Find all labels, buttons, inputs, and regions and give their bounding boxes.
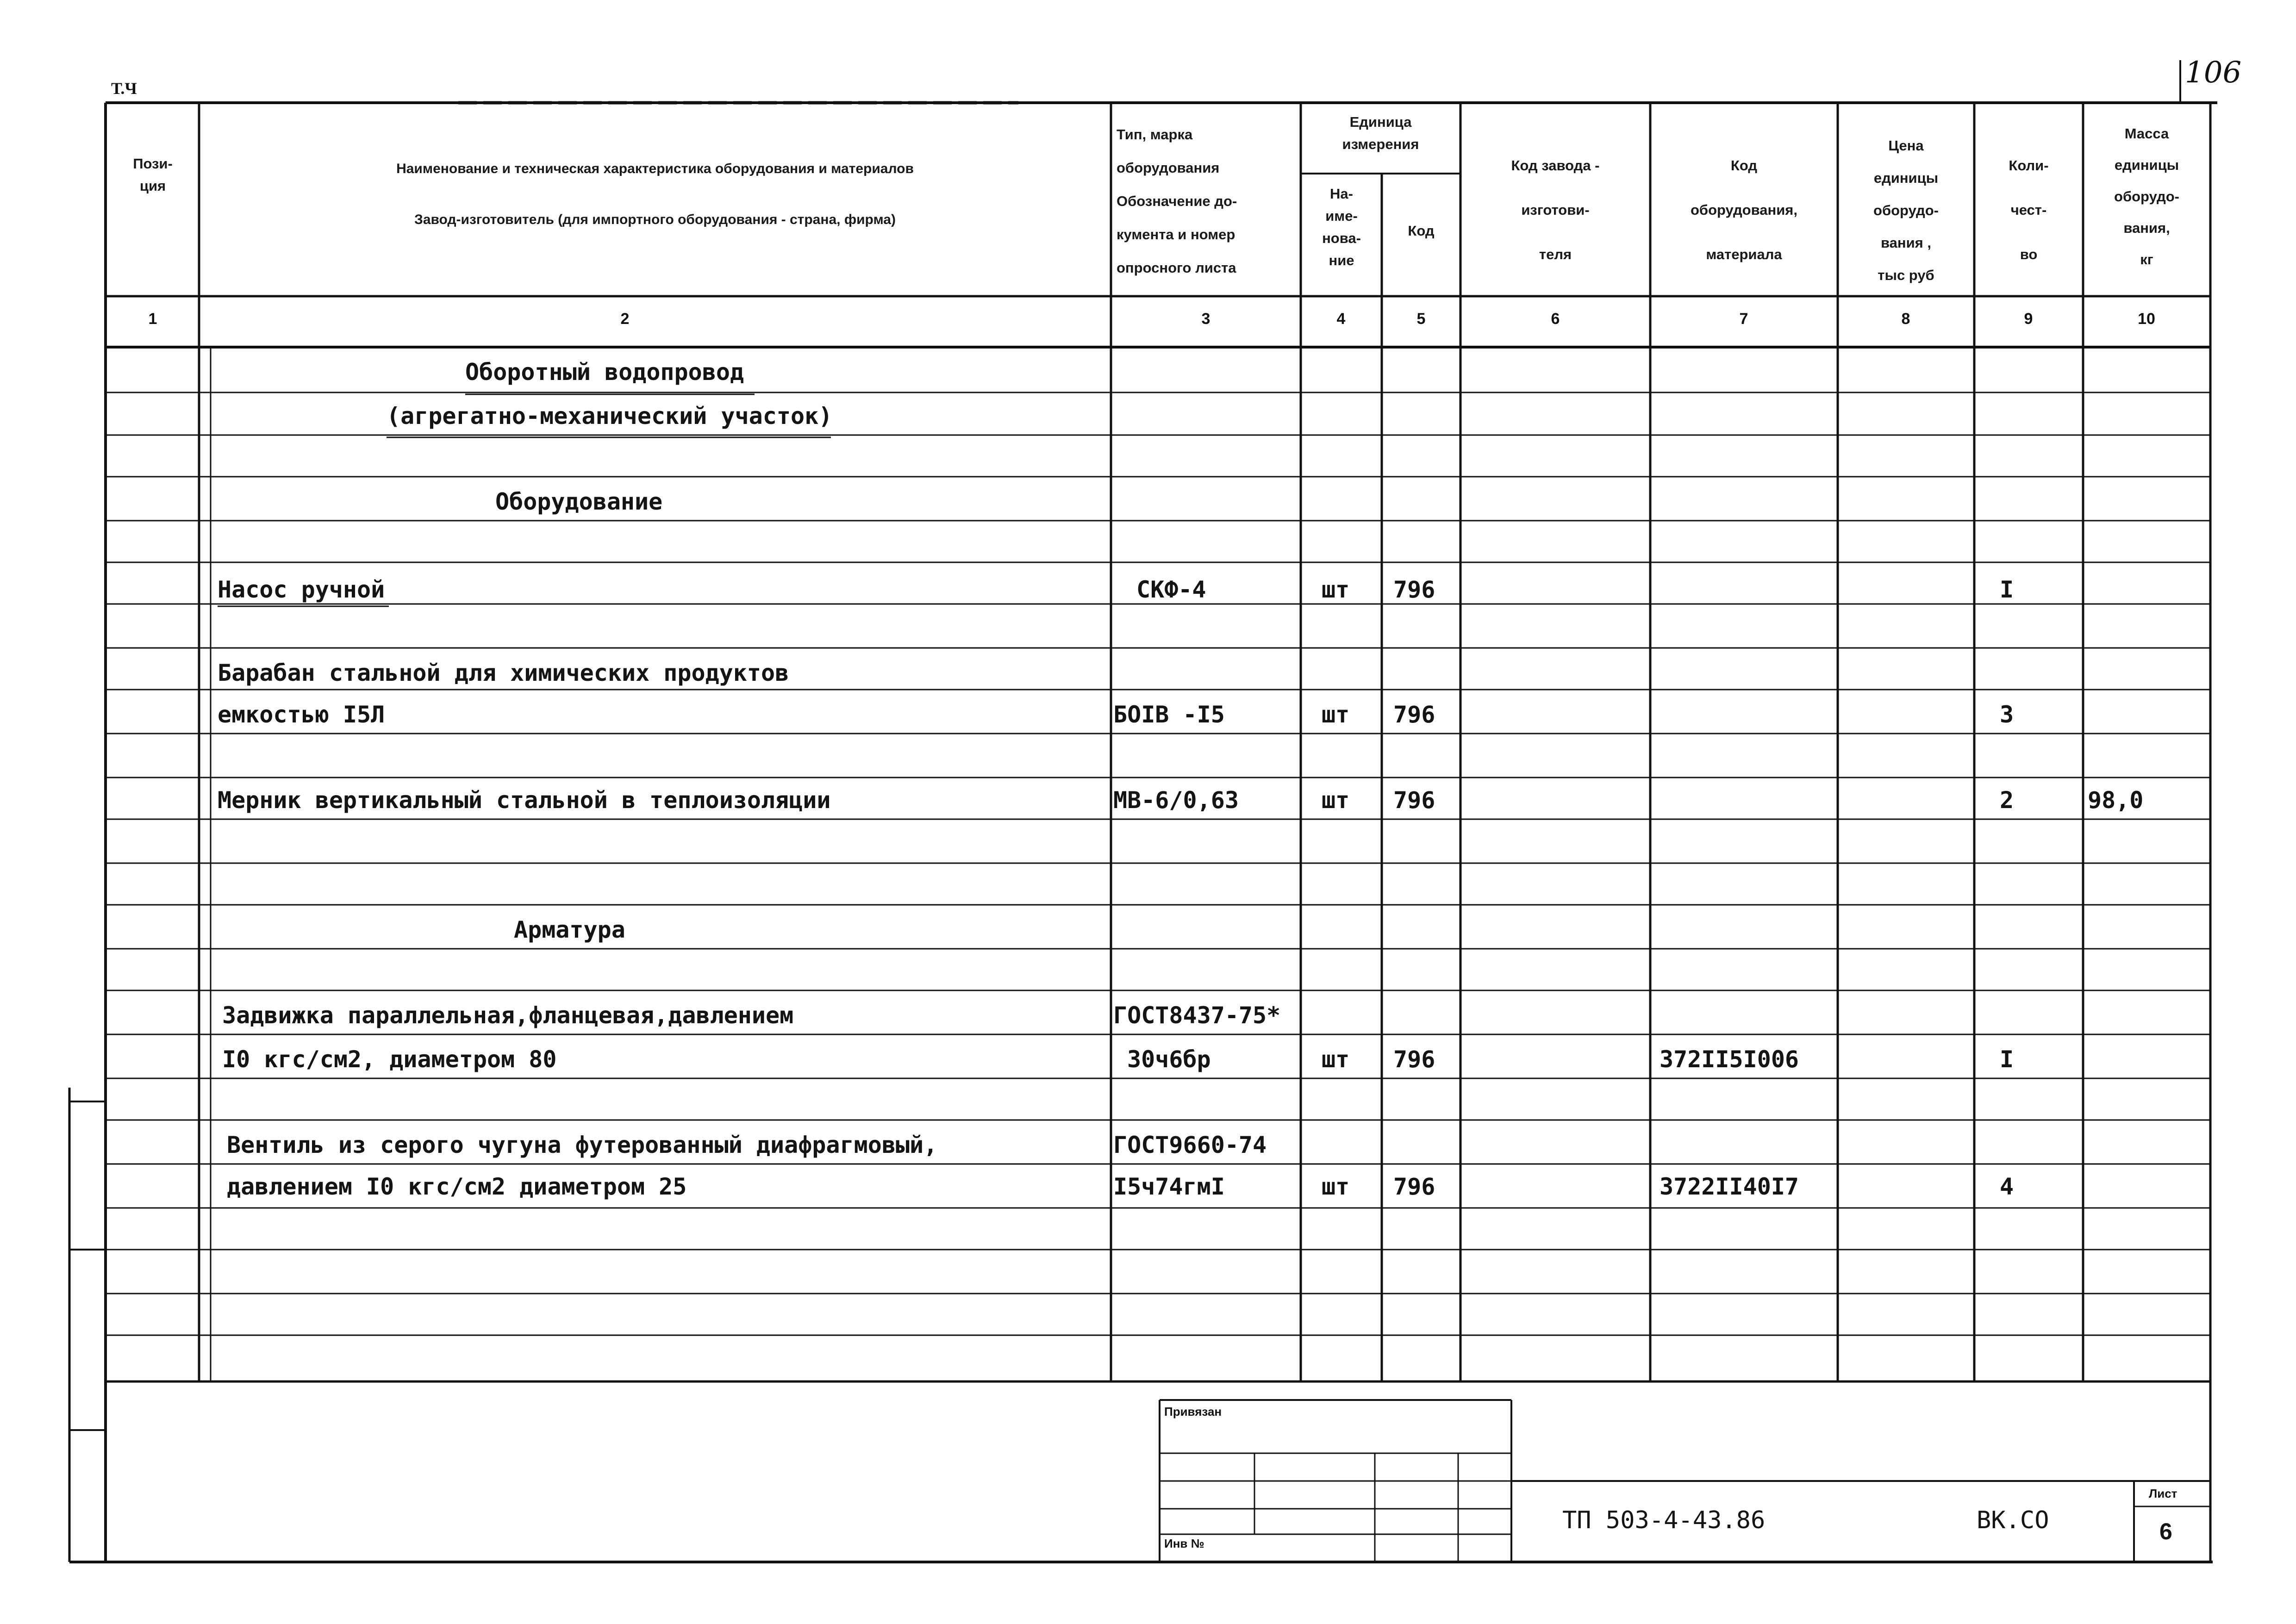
section-title-workshop: (агрегатно-механический участок) [387, 403, 833, 429]
page-number-handwritten: 106 [2185, 56, 2242, 90]
row-code: 796 [1393, 1173, 1435, 1200]
col-number-7: 7 [1739, 310, 1748, 328]
header-equip-code: Код оборудования, материала [1690, 157, 1797, 262]
row-code: 796 [1393, 787, 1435, 814]
row-type: I5ч74гмI [1113, 1173, 1225, 1200]
stamp-inv-label: Инв № [1164, 1537, 1204, 1550]
row-equip-code: 372II5I006 [1660, 1046, 1799, 1073]
document-mark: ВК.СО [1977, 1506, 2049, 1534]
row-unit: шт [1322, 1046, 1350, 1073]
row-code: 796 [1393, 701, 1435, 728]
col-number-8: 8 [1901, 310, 1910, 328]
header-price: Цена единицы оборудо- вания , тыс руб [1873, 137, 1939, 283]
section-title-equipment: Оборудование [495, 488, 663, 515]
row-code: 796 [1393, 1046, 1435, 1073]
row-name: емкостью I5Л [218, 701, 385, 728]
header-type: Тип, марка оборудования Обозначение до- кумента и номер опросного листа [1117, 126, 1237, 276]
row-type: СКФ-4 [1136, 576, 1206, 603]
col-number-2: 2 [620, 310, 630, 328]
col-number-10: 10 [2138, 310, 2155, 328]
row-name: I0 кгс/см2, диаметром 80 [222, 1046, 557, 1073]
sheet-label: Лист [2149, 1487, 2177, 1500]
row-qty: 4 [2000, 1173, 2014, 1200]
row-qty: I [2000, 1046, 2014, 1073]
row-qty: I [2000, 576, 2014, 603]
col-number-4: 4 [1336, 310, 1346, 328]
row-name: Мерник вертикальный стальной в теплоизоляции [218, 787, 831, 814]
col-number-5: 5 [1416, 310, 1426, 328]
row-unit: шт [1322, 576, 1350, 603]
row-code: 796 [1393, 576, 1435, 603]
header-name: Наименование и техническая характеристика оборудования и материалов Завод-изготовитель (для импортного оборудования - страна, фирма) [396, 161, 914, 227]
row-qty: 2 [2000, 787, 2014, 814]
row-name: Задвижка параллельная,фланцевая,давлением [222, 1002, 794, 1029]
row-type: МВ-6/0,63 [1113, 787, 1239, 814]
corner-mark: Т.Ч [111, 79, 137, 98]
header-quantity: Коли- чест- во [2009, 157, 2049, 262]
row-name: Насос ручной [218, 576, 385, 603]
header-unit-name: На- име- нова- ние [1322, 186, 1361, 268]
header-mass: Масса единицы оборудо- вания, кг [2114, 125, 2179, 268]
header-unit-code: Код [1408, 223, 1435, 239]
row-unit: шт [1322, 1173, 1350, 1200]
row-name: давлением I0 кгс/см2 диаметром 25 [227, 1173, 687, 1200]
row-type: ГОСТ8437-75* [1113, 1002, 1281, 1029]
row-type: 30ч6бр [1127, 1046, 1211, 1073]
row-qty: 3 [2000, 701, 2014, 728]
row-name: Барабан стальной для химических продуктов [218, 660, 789, 686]
row-equip-code: 3722II40I7 [1660, 1173, 1799, 1200]
header-plant-code: Код завода - изготови- теля [1511, 157, 1600, 262]
row-type: БОIВ -I5 [1113, 701, 1225, 728]
stamp-bound-label: Привязан [1164, 1405, 1222, 1419]
document-code: ТП 503-4-43.86 [1562, 1506, 1766, 1534]
col-number-6: 6 [1551, 310, 1560, 328]
header-position: Пози- ция [133, 156, 173, 194]
row-type: ГОСТ9660-74 [1113, 1132, 1267, 1158]
section-title-fittings: Арматура [514, 916, 625, 943]
row-unit: шт [1322, 701, 1350, 728]
col-number-1: 1 [148, 310, 157, 328]
header-unit-group: Единица измерения [1342, 114, 1419, 152]
row-name: Вентиль из серого чугуна футерованный диафрагмовый, [227, 1132, 938, 1158]
section-title-water-supply: Оборотный водопровод [465, 359, 744, 386]
row-mass: 98,0 [2088, 787, 2144, 814]
col-number-3: 3 [1201, 310, 1210, 328]
col-number-9: 9 [2024, 310, 2033, 328]
row-unit: шт [1322, 787, 1350, 814]
sheet-number: 6 [2159, 1518, 2172, 1544]
